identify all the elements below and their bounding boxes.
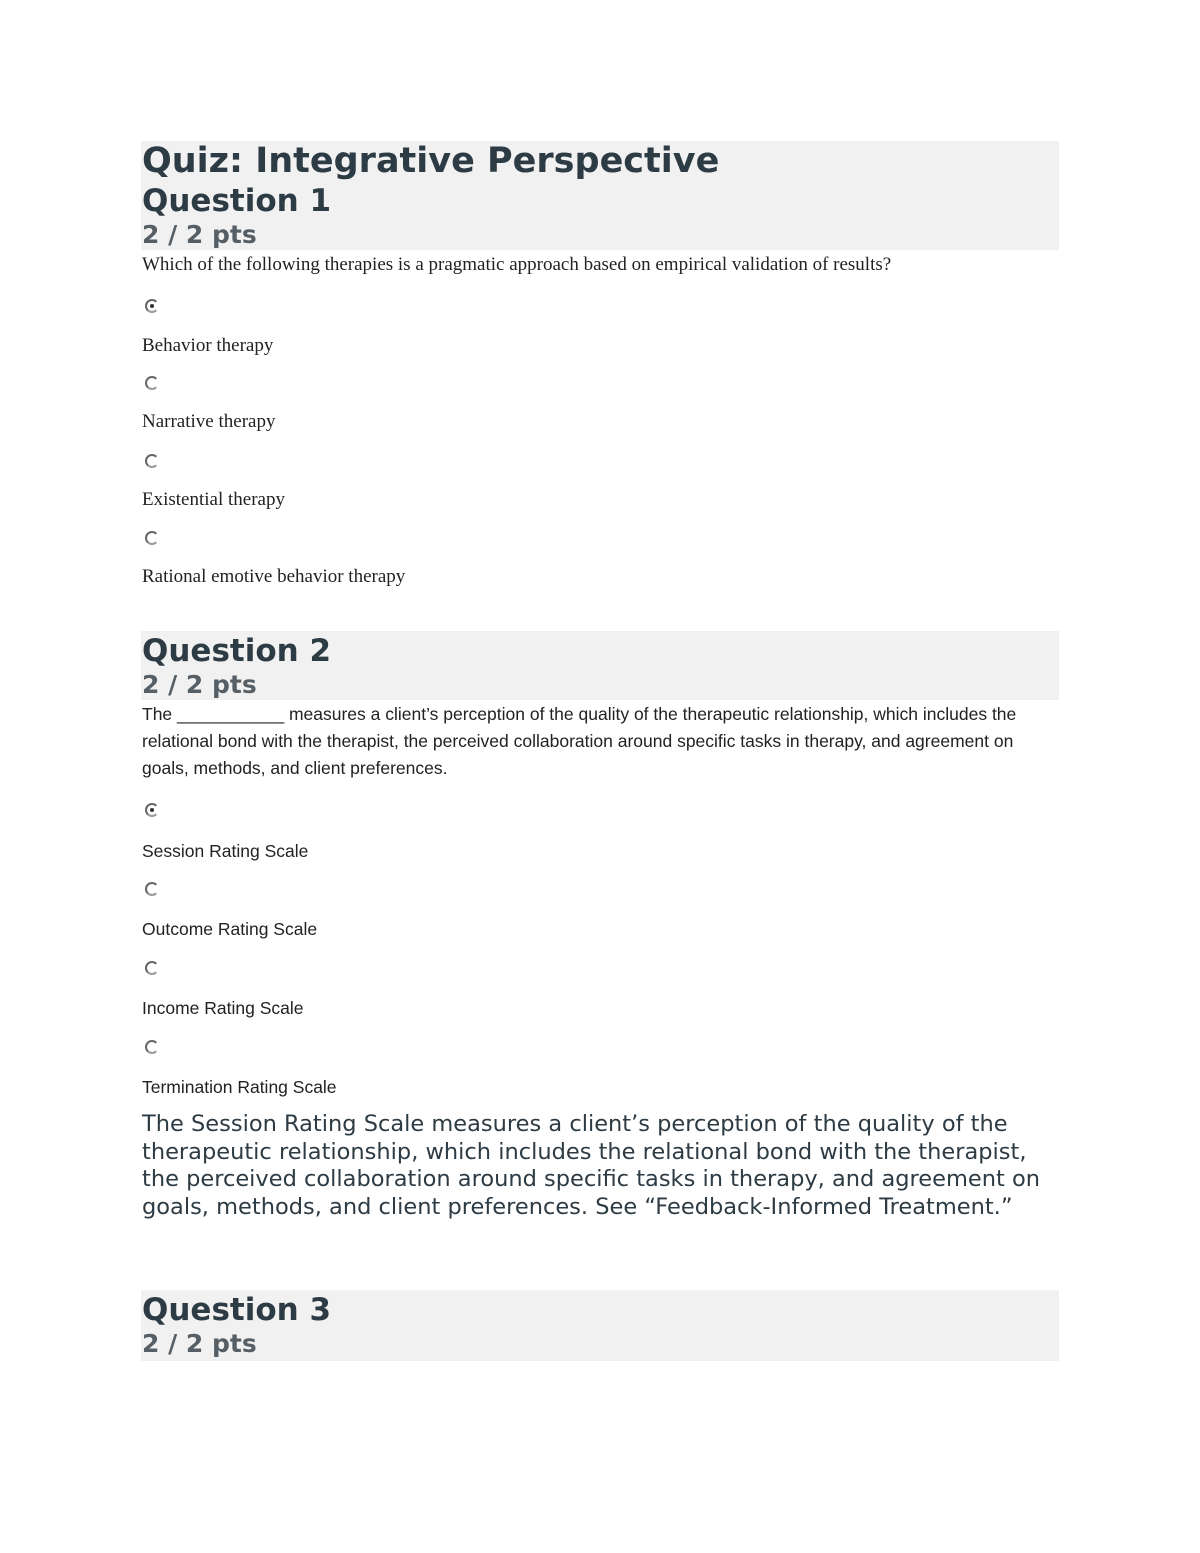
quiz-title-bar <box>141 141 1059 182</box>
question-2-header <box>141 631 1059 700</box>
q1-option-1-label: Behavior therapy <box>142 335 274 356</box>
question-1-points: 2 / 2 pts <box>142 220 257 249</box>
q1-option-1-radio[interactable] <box>145 299 159 313</box>
question-1-text: Which of the following therapies is a pragmatic approach based on empirical validation of results? <box>142 254 892 275</box>
question-2-text: The ___________ measures a client’s perception of the quality of the therapeutic relationship, which includes the relational bond with the therapist, the perceived collaboration around specific tasks in therapy, and agreement on goals, methods, and client preferences. <box>142 704 1017 778</box>
question-2-points: 2 / 2 pts <box>142 670 257 699</box>
question-3-points: 2 / 2 pts <box>142 1329 257 1358</box>
q2-option-1-label: Session Rating Scale <box>142 841 309 861</box>
question-2-title: Question 2 <box>142 633 332 669</box>
q2-option-2-label: Outcome Rating Scale <box>142 919 318 939</box>
q2-option-4-label: Termination Rating Scale <box>142 1077 337 1097</box>
q1-option-3-radio[interactable] <box>145 454 159 468</box>
q1-option-2-label: Narrative therapy <box>142 411 276 432</box>
q2-option-3-label: Income Rating Scale <box>142 998 304 1018</box>
q2-option-3-radio[interactable] <box>145 961 159 975</box>
q1-option-4-label: Rational emotive behavior therapy <box>142 566 406 587</box>
page-title: Quiz: Integrative Perspective <box>142 141 720 181</box>
question-1-header <box>141 182 1059 250</box>
question-3-header <box>141 1290 1059 1361</box>
question-1-title: Question 1 <box>142 183 332 219</box>
q1-option-3-label: Existential therapy <box>142 489 285 510</box>
q1-option-2-radio[interactable] <box>145 376 159 390</box>
question-2-explanation: The Session Rating Scale measures a client’s perception of the quality of the therapeutic relationship, which includes the relational bond with the therapist, the perceived collaboration around specific tasks in therapy, and agreement on goals, methods, and client preferences. See “Feedback-Informed Treatment.” <box>142 1111 1040 1220</box>
q1-option-4-radio[interactable] <box>145 531 159 545</box>
q2-option-2-radio[interactable] <box>145 882 159 896</box>
question-3-title: Question 3 <box>142 1292 332 1328</box>
q2-option-4-radio[interactable] <box>145 1040 159 1054</box>
q2-option-1-radio[interactable] <box>145 803 159 817</box>
